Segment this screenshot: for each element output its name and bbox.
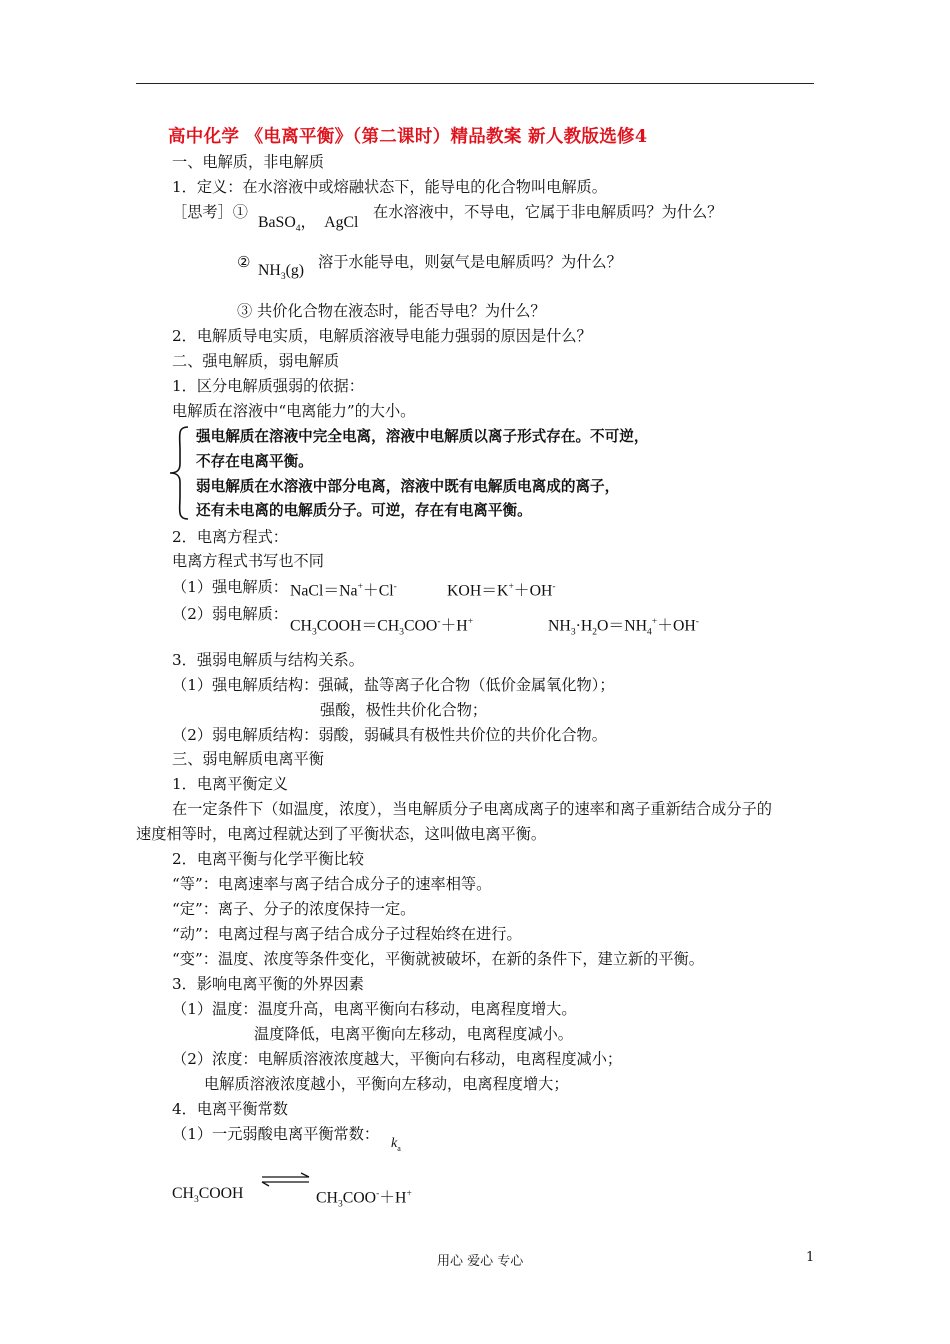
equation-ammonia-water: $NH_3\cdot H_2O=NH_4^++OH^-$ [548, 617, 699, 638]
equilibrium-arrow-icon [260, 1170, 312, 1192]
equation-nacl: NaCl＝Na+＋Cl- [290, 582, 397, 600]
equation-koh: KOH＝K+＋OH- [447, 582, 556, 600]
criteria-detail: 电解质在溶液中“电离能力”的大小。 [172, 402, 416, 420]
concentration-line-1: （2）浓度：电解质溶液浓度越大，平衡向右移动，电离程度减小； [172, 1050, 623, 1068]
think1-text: 在水溶液中，不导电，它属于非电解质吗？为什么？ [373, 203, 723, 221]
comparison-equal: “等”：电离速率与离子结合成分子的速率相等。 [172, 875, 492, 893]
equilibrium-right-side: $CH_3COO^-+H^+$ [316, 1189, 412, 1210]
weak-electrolyte-desc-2: 还有未电离的电解质分子。可逆，存在有电离平衡。 [196, 502, 532, 519]
section1-heading: 一、电解质，非电解质 [172, 153, 324, 171]
equilibrium-definition-line-2: 速度相等时，电离过程就达到了平衡状态，这叫做电离平衡。 [136, 825, 547, 843]
monoprotic-acid-constant: （1）一元弱酸电离平衡常数： [172, 1125, 380, 1143]
think-label: ［思考］① [172, 203, 248, 221]
temperature-line-2: 温度降低，电离平衡向左移动，电离程度减小。 [254, 1025, 573, 1043]
concentration-line-2: 电解质溶液浓度越小，平衡向左移动，电离程度增大； [204, 1075, 569, 1093]
think3-text: ③ 共价化合物在液态时，能否导电？为什么？ [237, 302, 546, 320]
strong-electrolyte-desc-2: 不存在电离平衡。 [196, 453, 313, 470]
definition-line: 1．定义：在水溶液中或熔融状态下，能导电的化合物叫电解质。 [172, 178, 607, 196]
comparison-dynamic: “动”：电离过程与离子结合成分子过程始终在进行。 [172, 925, 522, 943]
formula-baso4-agcl: BaSO$_4$， AgCl [258, 214, 359, 235]
page-title: 高中化学 《电离平衡》（第二课时）精品教案 新人教版选修4 [168, 127, 648, 147]
equation-acetic-acid: $CH_3COOH=CH_3COO^-+H^+$ [290, 617, 474, 638]
weak-electrolyte-desc-1: 弱电解质在水溶液中部分电离，溶液中既有电解质电离成的离子， [196, 478, 620, 495]
header-rule [136, 83, 814, 84]
criteria-line: 1．区分电解质强弱的依据： [172, 377, 364, 395]
page-number: 1 [806, 1250, 815, 1265]
curly-brace-icon [168, 424, 198, 522]
ionization-equation-heading: 2．电离方程式： [172, 528, 288, 546]
ionization-equation-note: 电离方程式书写也不同 [172, 552, 324, 570]
equilibrium-left-side: $CH_3COOH$ [172, 1185, 244, 1206]
structure-relation-heading: 3．强弱电解质与结构关系。 [172, 651, 364, 669]
strong-structure-line-2: 强酸，极性共价化合物； [320, 701, 488, 719]
section2-heading: 二、强电解质，弱电解质 [172, 352, 340, 370]
comparison-heading: 2．电离平衡与化学平衡比较 [172, 850, 364, 868]
equilibrium-definition-line-1: 在一定条件下（如温度，浓度），当电解质分子电离成离子的速率和离子重新结合成分子的 [172, 800, 772, 818]
question-2: 2．电解质导电实质，电解质溶液导电能力强弱的原因是什么？ [172, 327, 592, 345]
strong-structure-line-1: （1）强电解质结构：强碱，盐等离子化合物（低价金属氧化物）； [172, 676, 615, 694]
comparison-change: “变”：温度、浓度等条件变化，平衡就被破坏，在新的条件下，建立新的平衡。 [172, 950, 704, 968]
comparison-fixed: “定”：离子、分子的浓度保持一定。 [172, 900, 416, 918]
section3-heading: 三、弱电解质电离平衡 [172, 750, 324, 768]
weak-electrolyte-label: （2）弱电解质： [172, 605, 288, 623]
strong-electrolyte-label: （1）强电解质： [172, 578, 288, 596]
think2-number: ② [237, 253, 251, 271]
symbol-ka: $k_a$ [391, 1136, 401, 1153]
footer-slogan: 用心 爱心 专心 [437, 1254, 524, 1269]
equilibrium-definition-heading: 1．电离平衡定义 [172, 775, 288, 793]
weak-structure-line: （2）弱电解质结构：弱酸，弱碱具有极性共价位的共价化合物。 [172, 726, 607, 744]
constant-heading: 4．电离平衡常数 [172, 1100, 288, 1118]
think2-text: 溶于水能导电，则氨气是电解质吗？为什么？ [318, 253, 622, 271]
formula-nh3-gas: $NH_3(g)$ [258, 262, 304, 283]
strong-electrolyte-desc-1: 强电解质在溶液中完全电离，溶液中电解质以离子形式存在。不可逆， [196, 428, 649, 445]
external-factors-heading: 3．影响电离平衡的外界因素 [172, 975, 364, 993]
temperature-line-1: （1）温度：温度升高，电离平衡向右移动，电离程度增大。 [172, 1000, 577, 1018]
